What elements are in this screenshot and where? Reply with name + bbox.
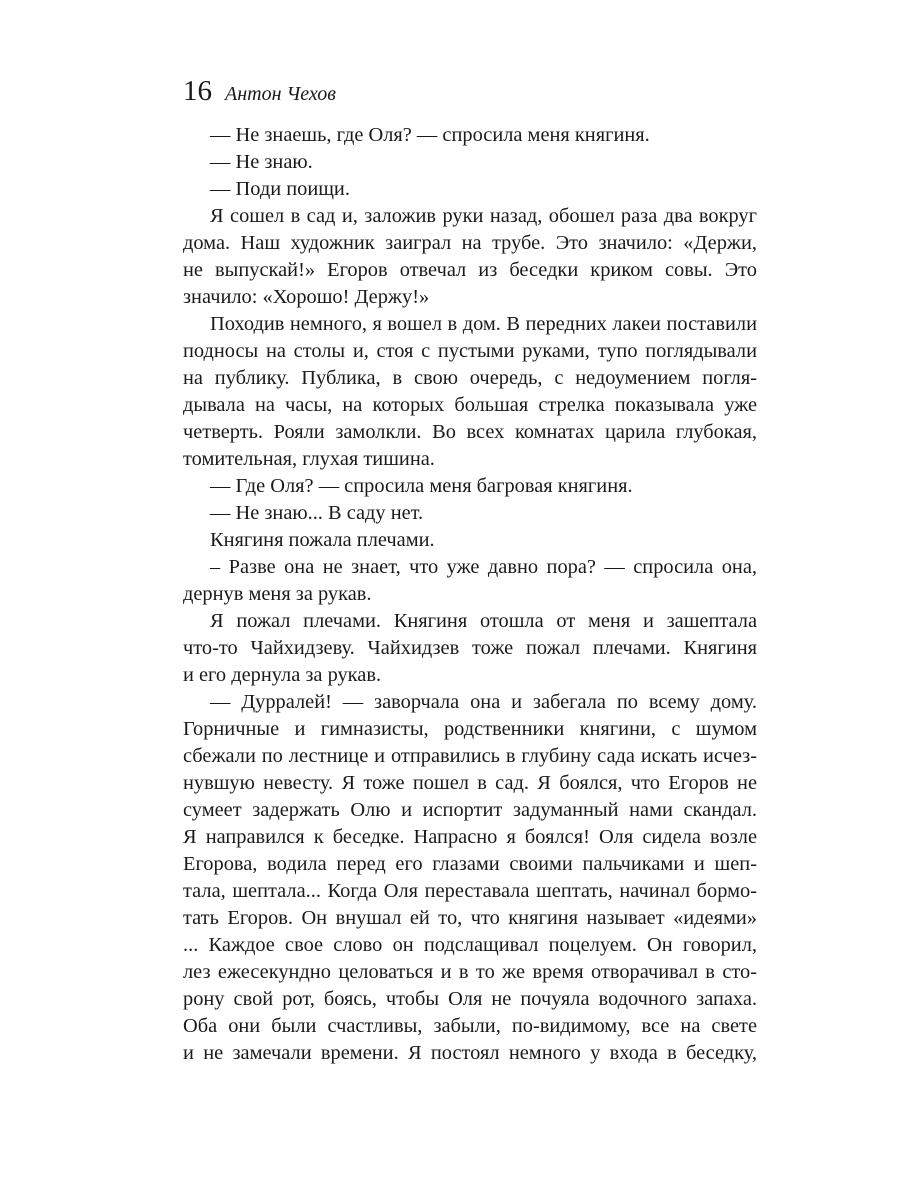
text-line: рону свой рот, боясь, чтобы Оля не почуяла водочного запаха. [183,988,757,1010]
text-line: — Не знаю. [210,151,313,173]
page-number: 16 [183,75,212,107]
text-line: Я направился к беседке. Напрасно я боялся! Оля сидела возле [183,826,757,848]
text-line: Горничные и гимназисты, родственники княгини, с шумом [183,718,757,740]
text-line: — Поди поищи. [210,178,350,200]
text-line: ... Каждое свое слово он подслащивал поцелуем. Он говорил, [183,934,757,956]
text-line: значило: «Хорошо! Держу!» [183,286,430,308]
text-line: подносы на столы и, стоя с пустыми руками, тупо поглядывали [183,340,757,362]
text-line: — Дурралей! — заворчала она и забегала по всему дому. [210,691,757,713]
text-line: что-то Чайхидзеву. Чайхидзев тоже пожал плечами. Княгиня [183,637,757,659]
text-line: тала, шептала... Когда Оля переставала шептать, начинал бормо- [183,880,757,902]
body-text [183,122,757,1067]
text-line: и не замечали времени. Я постоял немного у входа в беседку, [183,1042,757,1064]
text-line: Оба они были счастливы, забыли, по-видимому, все на свете [183,1015,757,1037]
text-line: на публику. Публика, в свою очередь, с недоумением погля- [183,367,757,389]
text-line: четверть. Рояли замолкли. Во всех комнатах царила глубокая, [183,421,757,443]
text-line: Егорова, водила перед его глазами своими пальчиками и шеп- [183,853,757,875]
text-line: — Не знаешь, где Оля? — спросила меня княгиня. [210,124,650,146]
text-line: – Разве она не знает, что уже давно пора? — спросила она, [210,556,757,578]
text-line: Я пожал плечами. Княгиня отошла от меня и зашептала [210,610,757,632]
text-line: дывала на часы, на которых большая стрелка показывала уже [183,394,757,416]
text-line: тать Егоров. Он внушал ей то, что княгиня называет «идеями» [183,907,757,929]
text-line: Я сошел в сад и, заложив руки назад, обошел раза два вокруг [210,205,757,227]
text-line: не выпускай!» Егоров отвечал из беседки криком совы. Это [183,259,757,281]
text-line: сумеет задержать Олю и испортит задуманный нами скандал. [183,799,757,821]
text-line: томительная, глухая тишина. [183,448,435,470]
text-line: дернув меня за рукав. [183,583,372,605]
running-title: Антон Чехов [225,83,336,105]
text-line: нувшую невесту. Я тоже пошел в сад. Я боялся, что Егоров не [183,772,757,794]
text-line: — Где Оля? — спросила меня багровая княгиня. [210,475,633,497]
text-line: сбежали по лестнице и отправились в глубину сада искать исчез- [183,745,757,767]
text-line: Княгиня пожала плечами. [210,529,435,551]
running-head [183,76,757,114]
text-line: и его дернула за рукав. [183,664,382,686]
book-page [183,76,757,1067]
text-line: — Не знаю... В саду нет. [210,502,424,524]
text-line: дома. Наш художник заиграл на трубе. Это значило: «Держи, [183,232,757,254]
text-line: Походив немного, я вошел в дом. В передних лакеи поставили [210,313,757,335]
text-line: лез ежесекундно целоваться и в то же время отворачивал в сто- [183,961,757,983]
